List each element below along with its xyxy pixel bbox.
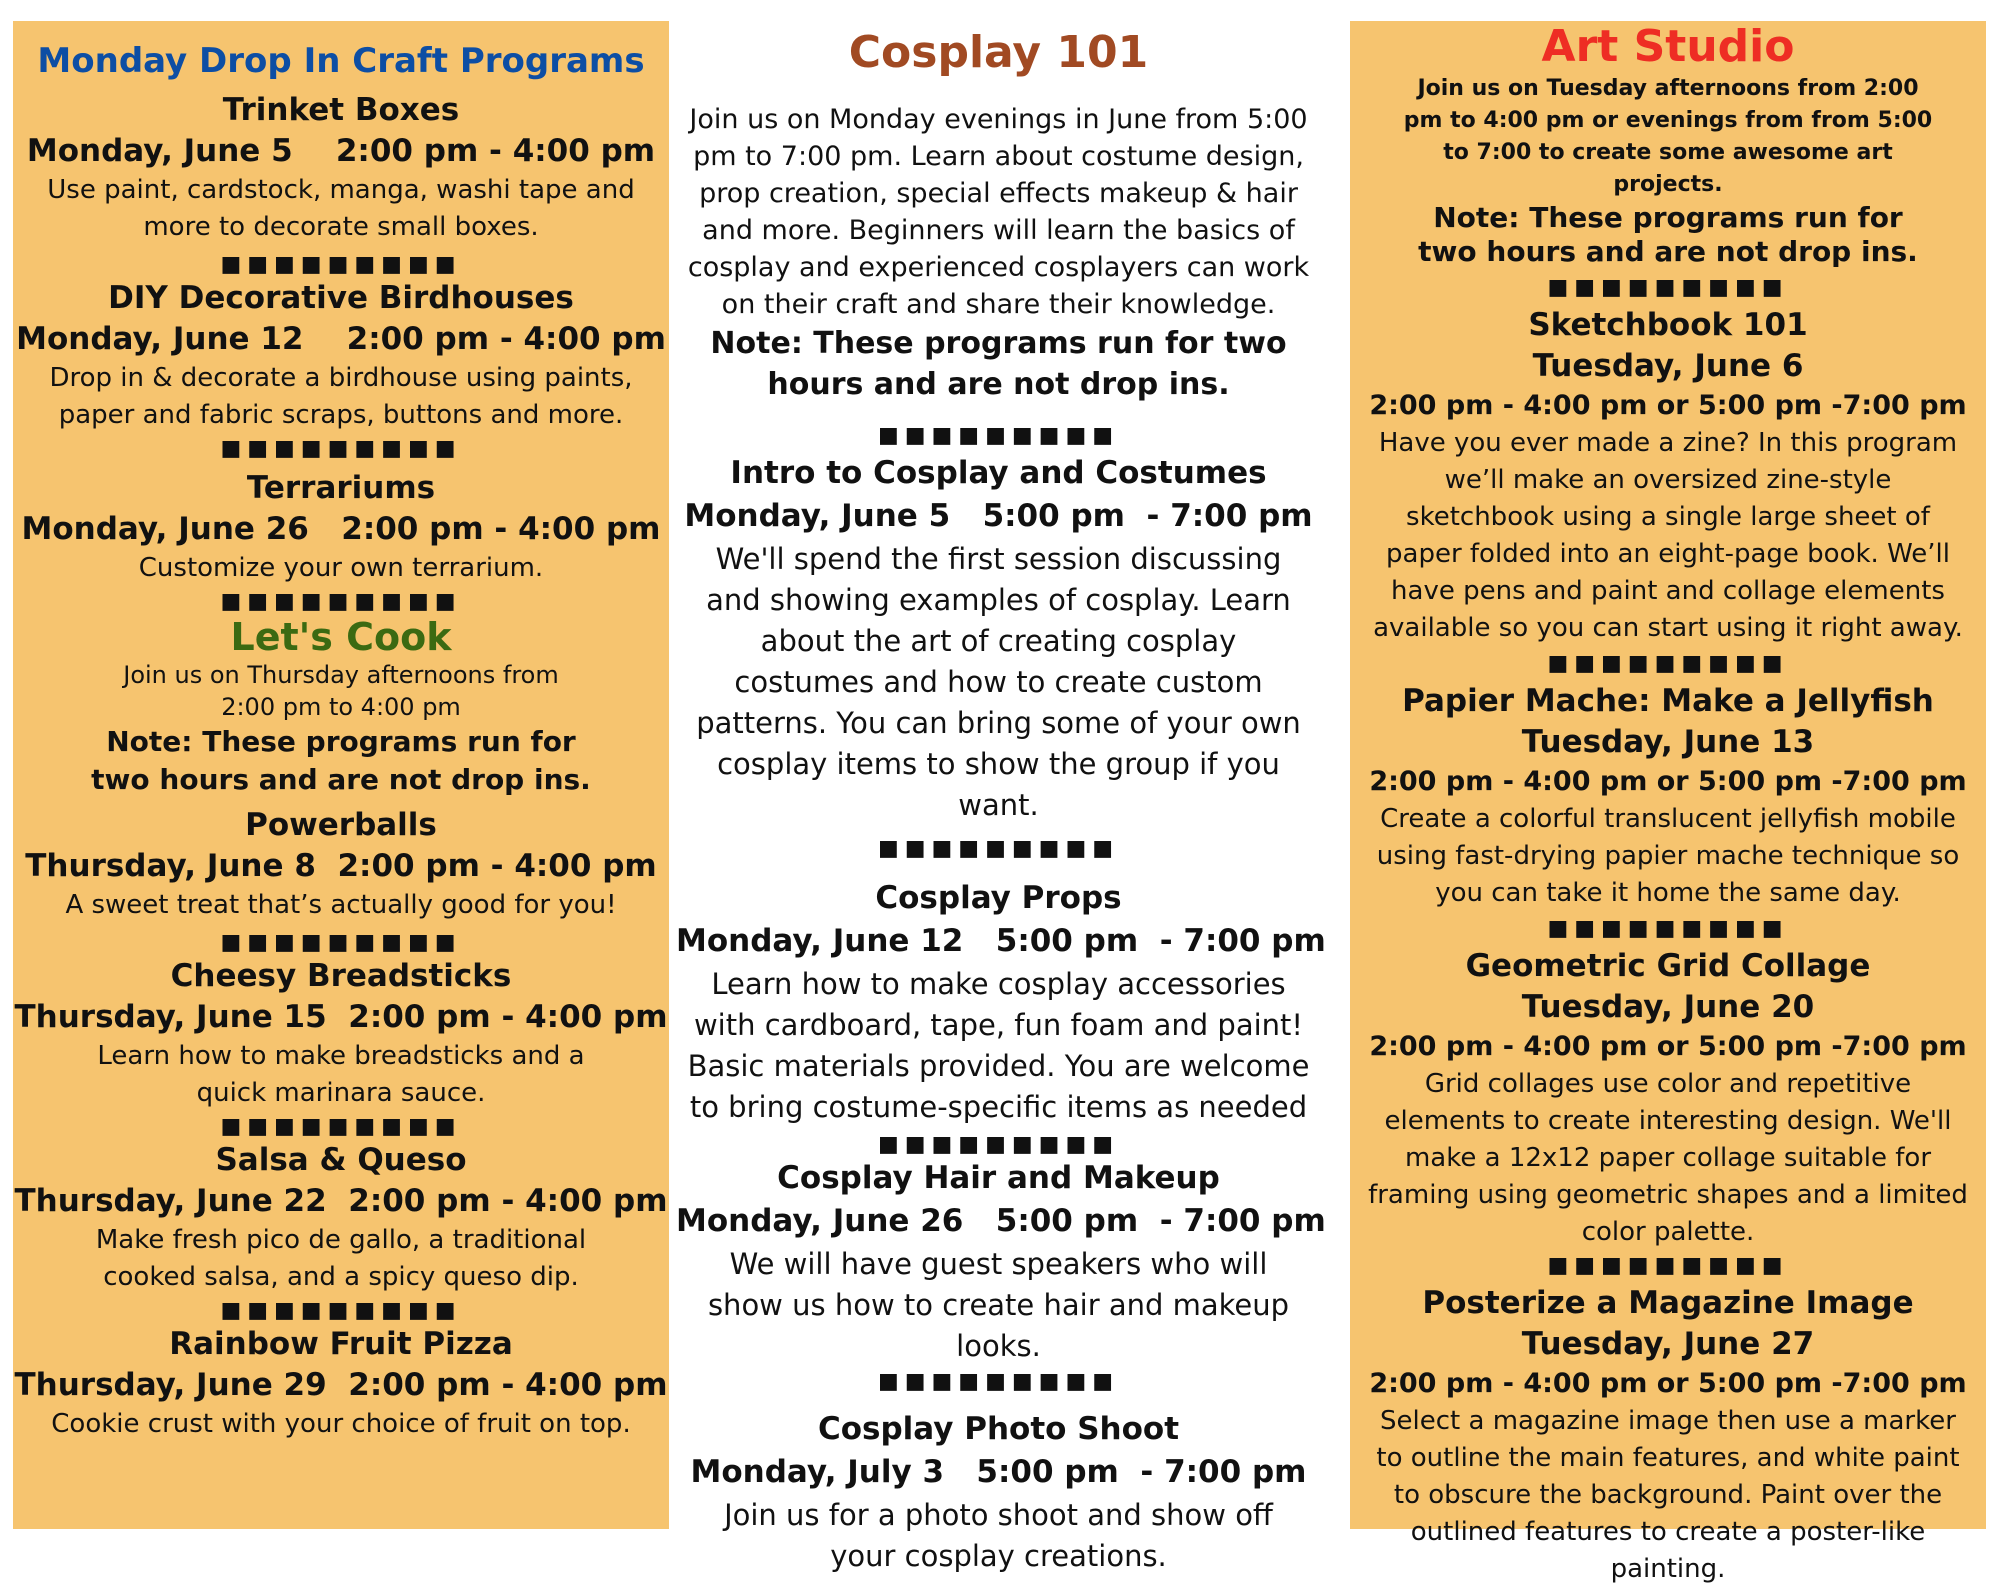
program-desc: A sweet treat that’s actually good for you! [65,890,617,920]
cosplay-column [676,21,1326,1573]
separator: ■■■■■■■■■ [877,423,1120,448]
separator: ■■■■■■■■■ [220,436,462,461]
cosplay-title: Cosplay 101 [848,27,1149,78]
program-title: Cosplay Hair and Makeup [777,1160,1220,1196]
program-desc: Use paint, cardstock, manga, washi tape and more to decorate small boxes. [47,175,635,242]
program-date: Monday, June 26 2:00 pm - 4:00 pm [21,511,661,547]
program-desc: Select a magazine image then use a marker to outline the main features, and white paint to obscure the background. Paint over the outlined features to create a poster-like painting. [1376,1406,1960,1584]
cook-intro-line2: 2:00 pm to 4:00 pm [221,693,461,721]
program-title: Geometric Grid Collage [1465,948,1871,984]
program-desc: Customize your own terrarium. [138,553,544,583]
program-posterize [1350,1283,1986,1588]
program-time: 2:00 pm - 4:00 pm or 5:00 pm -7:00 pm [1369,390,1967,421]
program-date: Monday, June 12 2:00 pm - 4:00 pm [16,321,666,357]
program-title: Salsa & Queso [215,1142,467,1178]
separator: ■■■■■■■■■ [220,930,462,955]
program-date: Thursday, June 29 2:00 pm - 4:00 pm [14,1367,668,1403]
program-date: Monday, June 5 2:00 pm - 4:00 pm [26,133,656,169]
program-title: Intro to Cosplay and Costumes [730,455,1267,491]
program-title: DIY Decorative Birdhouses [108,280,574,316]
program-birdhouses [13,278,669,434]
program-desc: Learn how to make cosplay accessories with cardboard, tape, fun foam and paint! Basic materials provided. You are welcome to bring costume-specific items as needed [687,967,1310,1124]
program-title: Cosplay Photo Shoot [817,1411,1180,1447]
program-time: 2:00 pm - 4:00 pm or 5:00 pm -7:00 pm [1369,1368,1967,1399]
separator: ■■■■■■■■■ [1547,916,1789,941]
program-date: Tuesday, June 13 [1521,724,1815,760]
program-desc: Grid collages use color and repetitive elements to create interesting design. We'll make a 12x12 paper collage suitable for framing using geometric shapes and a limited color palette. [1368,1069,1968,1247]
separator: ■■■■■■■■■ [1547,1253,1789,1278]
program-date: Monday, June 12 5:00 pm - 7:00 pm [676,923,1326,959]
program-title: Cosplay Props [875,880,1122,916]
program-time: 2:00 pm - 4:00 pm or 5:00 pm -7:00 pm [1369,1031,1967,1062]
program-desc: We will have guest speakers who will show us how to create hair and makeup looks. [707,1247,1290,1363]
program-desc: Learn how to make breadsticks and a quick marinara sauce. [97,1041,585,1108]
program-date: Tuesday, June 6 [1532,348,1804,384]
separator: ■■■■■■■■■ [220,1298,462,1323]
lets-cook-title: Let's Cook [230,615,452,659]
program-date: Monday, June 5 5:00 pm - 7:00 pm [684,498,1313,534]
program-title: Sketchbook 101 [1528,307,1808,343]
art-studio-title: Art Studio [1541,21,1795,72]
cook-intro-line1: Join us on Thursday afternoons from [123,661,559,689]
program-cosplay-props [676,878,1326,1128]
program-title: Trinket Boxes [222,92,460,128]
separator: ■■■■■■■■■ [877,1132,1120,1157]
separator: ■■■■■■■■■ [220,1114,462,1139]
program-date: Tuesday, June 27 [1521,1326,1815,1362]
program-desc: Cookie crust with your choice of fruit on top. [51,1409,631,1439]
art-studio-column [1350,21,1986,1584]
cook-note: Note: These programs run for two hours and are not drop ins. [91,725,591,796]
program-grid-collage [1350,946,1986,1251]
program-title: Posterize a Magazine Image [1422,1285,1914,1321]
program-date: Tuesday, June 20 [1521,989,1815,1025]
program-title: Rainbow Fruit Pizza [169,1326,513,1362]
program-desc: Make fresh pico de gallo, a traditional cooked salsa, and a spicy queso dip. [95,1225,587,1292]
art-studio-note: Note: These programs run for two hours and are not drop ins. [1418,201,1918,268]
monday-craft-title: Monday Drop In Craft Programs [37,41,645,81]
program-terrariums [13,468,669,587]
monday-craft-column [13,21,669,1529]
program-title: Cheesy Breadsticks [170,958,512,994]
program-sketchbook [1350,305,1986,647]
program-intro-cosplay [676,453,1321,826]
program-photo-shoot [676,1409,1321,1577]
separator: ■■■■■■■■■ [1547,651,1789,676]
program-title: Terrariums [246,470,436,506]
program-date: Thursday, June 8 2:00 pm - 4:00 pm [25,848,657,884]
program-title: Papier Mache: Make a Jellyfish [1402,683,1934,719]
cosplay-intro: Join us on Monday evenings in June from 5:00 pm to 7:00 pm. Learn about costume design, prop creation, special effects makeup & hair and more. Beginners will learn the basics of cosplay and experienced cosplayers can work on their craft and share their knowledge. [687,104,1310,320]
program-date: Thursday, June 15 2:00 pm - 4:00 pm [14,999,668,1035]
program-trinket-boxes [13,90,669,246]
separator: ■■■■■■■■■ [220,589,462,614]
lets-cook-section [13,615,669,1443]
separator: ■■■■■■■■■ [220,252,462,277]
program-time: 2:00 pm - 4:00 pm or 5:00 pm -7:00 pm [1369,766,1967,797]
program-title: Powerballs [245,807,437,843]
separator: ■■■■■■■■■ [877,1369,1120,1394]
program-hair-makeup [676,1158,1326,1367]
program-desc: Have you ever made a zine? In this program we’ll make an oversized zine-style sketchbook using a single large sheet of paper folded into an eight-page book. We’ll have pens and paint and collage elements available so you can start using it right away. [1373,428,1963,643]
program-desc: We'll spend the first session discussing and showing examples of cosplay. Learn about the art of creating cosplay costumes and how to create custom patterns. You can bring some of your own cosplay items to show the group if you want. [696,542,1301,822]
program-date: Monday, July 3 5:00 pm - 7:00 pm [690,1454,1307,1490]
program-desc: Create a colorful translucent jellyfish mobile using fast-drying papier mache technique so you can take it home the same day. [1376,804,1960,908]
program-desc: Join us for a photo shoot and show off your cosplay creations. [724,1498,1273,1573]
separator: ■■■■■■■■■ [877,836,1120,861]
program-desc: Drop in & decorate a birdhouse using paints, paper and fabric scraps, buttons and more. [49,363,633,430]
separator: ■■■■■■■■■ [1547,275,1789,300]
cosplay-note: Note: These programs run for two hours and are not drop ins. [710,326,1287,402]
art-studio-intro: Join us on Tuesday afternoons from 2:00 pm to 4:00 pm or evenings from from 5:00 to 7:00 to create some awesome art projects. [1403,76,1933,197]
program-date: Monday, June 26 5:00 pm - 7:00 pm [676,1203,1326,1239]
program-date: Thursday, June 22 2:00 pm - 4:00 pm [14,1183,668,1219]
program-jellyfish [1350,681,1986,912]
